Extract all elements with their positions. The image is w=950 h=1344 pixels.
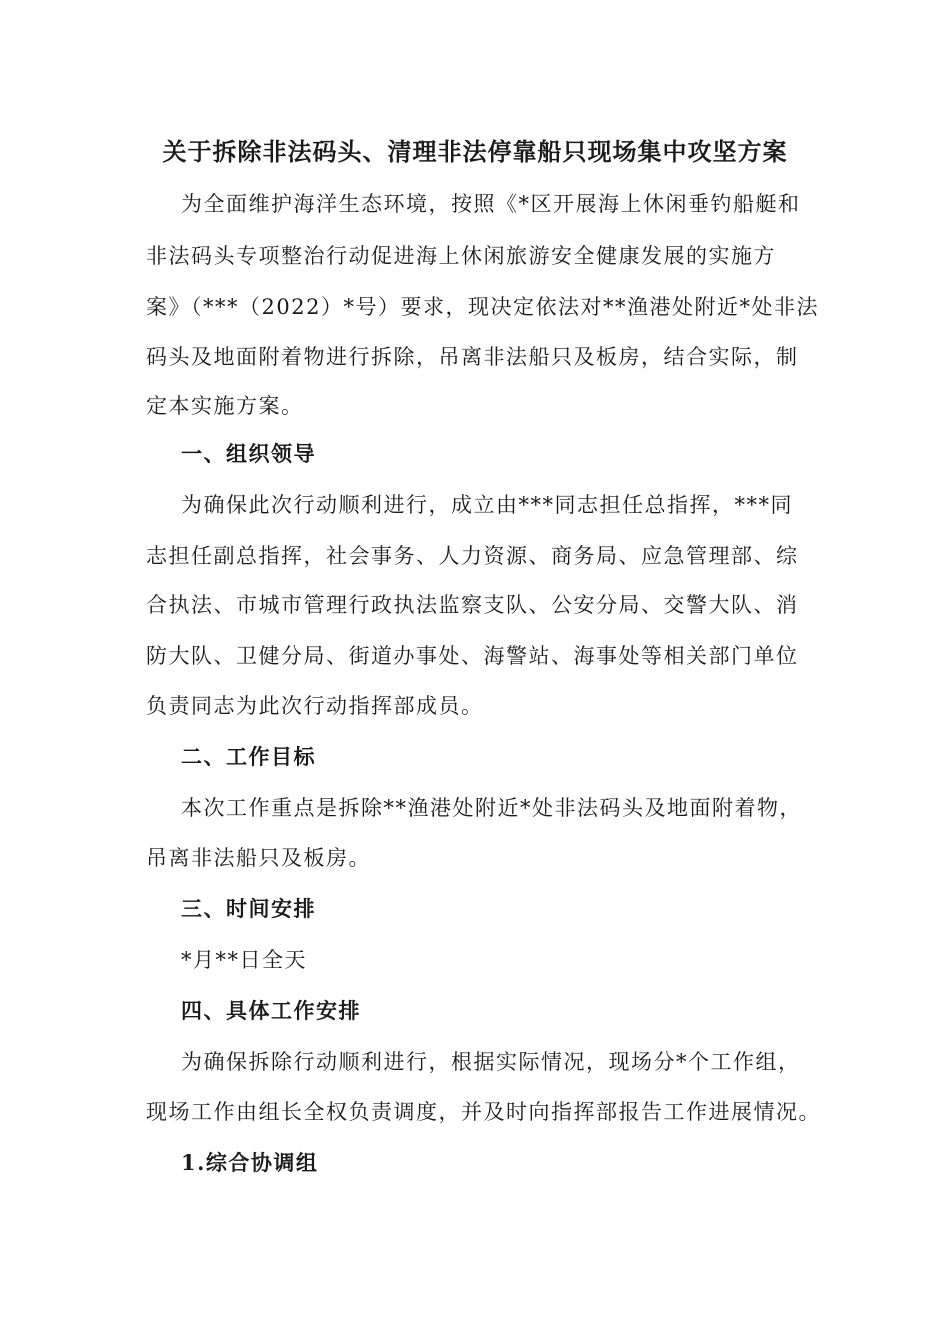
section-heading-goals: 二、工作目标 [181,744,316,769]
paragraph-line: 负责同志为此次行动指挥部成员。 [146,694,484,718]
paragraph-line: *月**日全天 [181,948,307,972]
paragraph-line: 合执法、市城市管理行政执法监察支队、公安分局、交警大队、消 [146,593,799,617]
section-heading-schedule: 三、时间安排 [181,896,316,921]
paragraph-line: 为确保拆除行动顺利进行，根据实际情况，现场分*个工作组， [181,1050,801,1074]
document-title: 关于拆除非法码头、清理非法停靠船只现场集中攻坚方案 [162,137,788,166]
intro-line: 定本实施方案。 [146,394,304,418]
section-heading-work-arrangement: 四、具体工作安排 [181,998,361,1023]
paragraph-line: 志担任副总指挥，社会事务、人力资源、商务局、应急管理部、综 [146,544,799,568]
paragraph-line: 现场工作由组长全权负责调度，并及时向指挥部报告工作进展情况。 [146,1100,821,1124]
intro-line: 为全面维护海洋生态环境，按照《*区开展海上休闲垂钓船艇和 [181,192,801,216]
paragraph-line: 本次工作重点是拆除**渔港处附近*处非法码头及地面附着物， [181,796,802,820]
intro-line: 案》（***（2022）*号）要求，现决定依法对**渔港处附近*处非法 [146,295,819,319]
intro-line: 非法码头专项整治行动促进海上休闲旅游安全健康发展的实施方 [146,244,776,268]
intro-line: 码头及地面附着物进行拆除，吊离非法船只及板房，结合实际，制 [146,345,799,369]
section-heading-organization: 一、组织领导 [181,441,316,466]
paragraph-line: 防大队、卫健分局、街道办事处、海警站、海事处等相关部门单位 [146,644,799,668]
paragraph-line: 吊离非法船只及板房。 [146,846,371,870]
paragraph-line: 为确保此次行动顺利进行，成立由***同志担任总指挥，***同 [181,493,793,517]
subsection-heading-coordination: 1.综合协调组 [181,1150,319,1175]
